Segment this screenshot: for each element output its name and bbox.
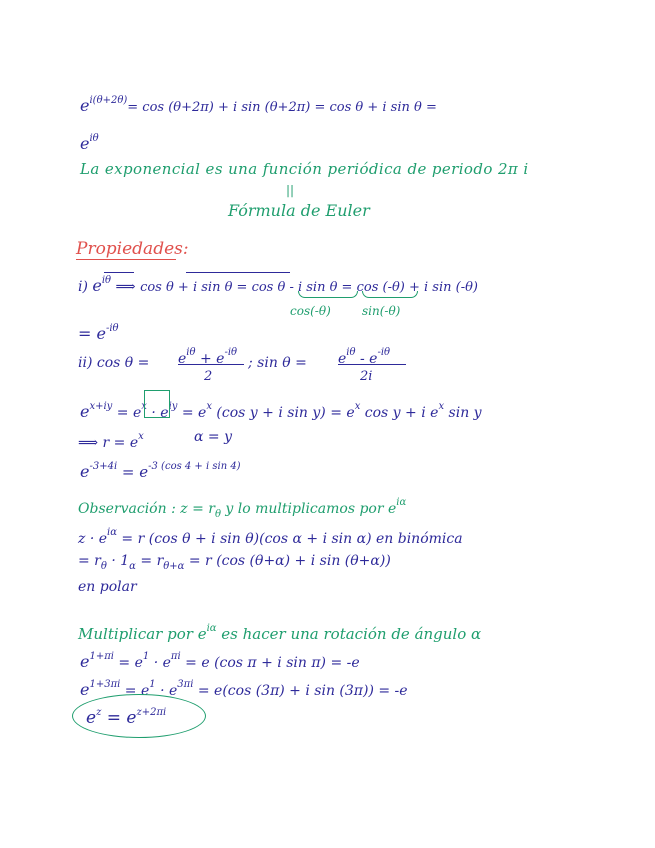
equation-term: z · e xyxy=(78,531,108,547)
equation-term: + e xyxy=(195,351,225,367)
equation-term: cos y + i e xyxy=(360,405,439,421)
equation-term: = e xyxy=(78,324,106,343)
equation-term: = r xyxy=(78,553,101,569)
periodicity-statement xyxy=(80,160,529,178)
statement-text: es hacer una rotación de ángulo α xyxy=(216,625,482,643)
equation-term: · e xyxy=(146,405,169,421)
exponent: i(θ+2θ) xyxy=(89,95,128,106)
label-text: en polar xyxy=(78,579,137,595)
exponent: iθ xyxy=(346,347,356,358)
property-ii-label xyxy=(78,354,149,372)
exponent: 1+πi xyxy=(89,651,114,662)
euler-formula-label xyxy=(228,202,370,220)
exponent: -3+4i xyxy=(89,461,118,472)
equation-term: = e (cos π + i sin π) = -e xyxy=(180,655,360,671)
exponent: iθ xyxy=(186,347,196,358)
subscript: θ xyxy=(214,508,221,520)
exponent: iθ xyxy=(101,275,112,286)
property-i-conjugate xyxy=(78,272,478,297)
underbrace-label xyxy=(362,302,400,320)
statement-text: Observación : z = r xyxy=(78,501,215,517)
underbrace-label xyxy=(290,302,331,320)
equation-term: = e xyxy=(117,463,149,481)
numeric-example xyxy=(80,458,241,481)
equation-term: = r xyxy=(135,553,164,569)
statement-text: y lo multiplicamos por e xyxy=(220,501,397,517)
complex-exponential-expansion xyxy=(80,398,482,422)
equation-term: e xyxy=(80,462,90,481)
highlight-ellipse xyxy=(72,694,206,738)
equation-term: = r (cos θ + i sin θ)(cos α + i sin α) en binómica xyxy=(116,531,463,547)
heading-underline xyxy=(76,259,176,260)
exponent: x xyxy=(138,431,144,442)
rotation-statement xyxy=(78,620,481,643)
equation-term: · e xyxy=(149,655,171,671)
conjugate-result xyxy=(78,320,119,343)
conjugate-bar xyxy=(104,272,134,273)
exponent: -iθ xyxy=(224,347,238,358)
fraction-bar xyxy=(178,364,244,365)
equivalence-symbol: || xyxy=(286,183,295,197)
cos-fraction-denominator xyxy=(204,368,212,386)
exponent: x+iy xyxy=(89,401,113,412)
exponent: -3 (cos 4 + i sin 4) xyxy=(148,461,241,472)
equation-term: e xyxy=(80,680,90,699)
item-marker: i) xyxy=(78,279,93,295)
exponent: x xyxy=(206,401,212,412)
equation-term: = cos θ - i sin θ = cos (-θ) + i sin (-θ) xyxy=(232,280,478,295)
equation-term: = e xyxy=(120,683,150,699)
equation-term: = e(cos (3π) + i sin (3π)) = -e xyxy=(193,683,408,699)
exponent: iα xyxy=(206,623,217,634)
euler-periodicity-equation xyxy=(80,92,437,117)
brace-annotation: sin(-θ) xyxy=(362,304,401,318)
equation-term: - e xyxy=(355,351,378,367)
equation-term: = e xyxy=(177,405,207,421)
equation-term: sin y xyxy=(444,405,482,421)
highlight-box xyxy=(144,390,170,418)
denominator: 2i xyxy=(360,369,373,384)
equation-term: = e xyxy=(101,708,137,728)
equation-term: = xyxy=(112,405,133,421)
equation-term: · 1 xyxy=(106,553,130,569)
exponent: iα xyxy=(396,497,407,508)
exponent: x xyxy=(438,401,445,412)
argument-result xyxy=(194,428,232,446)
item-text: ; sin θ = xyxy=(248,355,307,371)
statement-text: La exponencial es una función periódica de periodo 2π i xyxy=(80,160,529,178)
equation-term: e xyxy=(80,652,90,671)
exponent: x xyxy=(141,401,147,412)
fraction-bar xyxy=(338,364,406,365)
boxed-term: e xyxy=(132,405,142,421)
modulus-result xyxy=(78,428,144,452)
equation-term: = r (cos (θ+α) + i sin (θ+α)) xyxy=(184,553,391,569)
equation-term: e xyxy=(80,134,90,153)
heading-text: Propiedades: xyxy=(76,239,189,259)
underbrace xyxy=(298,291,358,298)
equation-term: cos θ + i sin θ xyxy=(140,280,233,295)
denominator: 2 xyxy=(204,369,213,384)
polar-label xyxy=(78,578,137,596)
exponent: iy xyxy=(168,401,178,412)
polar-product xyxy=(78,552,391,576)
exponent: -iθ xyxy=(105,323,119,334)
exponent: z+2πi xyxy=(136,707,167,718)
exponent: 1 xyxy=(149,679,156,690)
equation-term: · e xyxy=(155,683,178,699)
equation-term: = e xyxy=(113,655,143,671)
exponent: 1+3πi xyxy=(89,679,121,690)
exponent: z xyxy=(96,707,102,718)
equation-term: e xyxy=(92,276,102,295)
exponent: πi xyxy=(170,651,181,662)
exponent: iθ xyxy=(89,133,99,144)
equation-term: = cos (θ+2π) + i sin (θ+2π) = cos θ + i sin θ = xyxy=(127,100,437,115)
observation-statement xyxy=(78,494,406,524)
equation-term: ⟹ r = e xyxy=(78,435,139,451)
equation-term: e xyxy=(178,351,187,367)
exponent: 3πi xyxy=(177,679,194,690)
binomial-product xyxy=(78,524,463,548)
example-one xyxy=(80,648,360,672)
formula-name: Fórmula de Euler xyxy=(228,201,370,220)
subscript: θ+α xyxy=(163,560,185,572)
brace-annotation: cos(-θ) xyxy=(290,304,331,318)
item-text: ii) cos θ = xyxy=(78,355,150,371)
implies-arrow: ⟹ xyxy=(111,279,141,295)
subscript: θ xyxy=(100,560,107,572)
underbrace xyxy=(362,291,418,298)
equation-term: e xyxy=(86,708,97,728)
equivalence-mark xyxy=(286,181,294,199)
exponent: 1 xyxy=(142,651,150,662)
sin-fraction-denominator xyxy=(360,368,372,386)
equation-term: e xyxy=(338,351,347,367)
equation-continuation xyxy=(80,130,99,153)
conjugate-bar xyxy=(186,272,290,273)
statement-text: Multiplicar por e xyxy=(78,625,207,643)
equation-term: (cos y + i sin y) = e xyxy=(211,405,355,421)
exponent: iα xyxy=(107,527,117,538)
equation-term: e xyxy=(80,402,90,421)
exponent: -iθ xyxy=(377,347,391,358)
equation-term: α = y xyxy=(194,429,232,445)
properties-heading xyxy=(76,240,189,258)
sin-label xyxy=(248,354,307,372)
exponent: x xyxy=(354,401,361,412)
equation-term: e xyxy=(80,96,90,115)
subscript: α xyxy=(129,560,136,572)
